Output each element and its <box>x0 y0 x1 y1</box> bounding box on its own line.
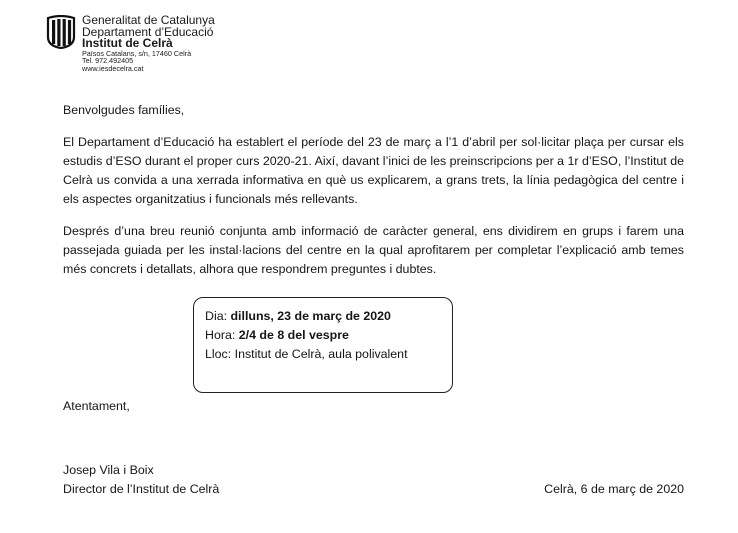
event-info-box <box>193 297 453 393</box>
closing: Atentament, <box>63 399 130 413</box>
letterhead-address: Països Catalans, s/n, 17460 Celrà <box>82 48 192 58</box>
event-day <box>205 307 441 326</box>
paragraph-2: Després d’una breu reunió conjunta amb informació de caràcter general, ens dividirem en grups i farem una passejada guiada per les instal·lacions del centre en la qual aprofitarem per completar l’explicació amb temes més concrets i detallats, alhora que respondrem preguntes i dubtes. <box>63 224 684 276</box>
event-day-label: Dia: <box>205 309 231 323</box>
signer-name: Josep Vila i Boix <box>63 463 154 477</box>
event-time-value: 2/4 de 8 del vespre <box>238 328 349 342</box>
signer-title: Director de l’Institut de Celrà <box>63 482 220 496</box>
event-place-value: Institut de Celrà, aula polivalent <box>234 347 408 361</box>
letterhead-phone: Tel. 972.492405 <box>82 56 134 66</box>
event-place <box>205 345 441 364</box>
letterhead <box>46 15 215 73</box>
event-time-label: Hora: <box>205 328 239 342</box>
date-line: Celrà, 6 de març de 2020 <box>544 482 684 496</box>
letterhead-department: Departament d’Educació <box>82 24 214 39</box>
letterhead-school: Institut de Celrà <box>82 36 173 50</box>
paragraph-1: El Departament d’Educació ha establert el període del 23 de març a l’1 d’abril per sol·licitar plaça per cursar els estudis d’ESO durant el proper curs 2020-21. Així, davant l’inici de les preinscripcions per a 1r d’ESO, l’Institut de Celrà us convida a una xerrada informativa en què us explicarem, a grans trets, la línia pedagògica del centre i els aspectes organitzatius i funcionals més rellevants. <box>63 135 684 206</box>
letterhead-government: Generalitat de Catalunya <box>82 13 215 27</box>
greeting: Benvolgudes famílies, <box>63 103 185 117</box>
event-day-value: dilluns, 23 de març de 2020 <box>230 309 391 323</box>
letterhead-website: www.iesdecelra.cat <box>82 64 144 74</box>
event-time <box>205 326 441 345</box>
generalitat-shield-icon <box>46 15 76 49</box>
letterhead-text <box>82 15 215 73</box>
event-place-label: Lloc: <box>205 347 235 361</box>
